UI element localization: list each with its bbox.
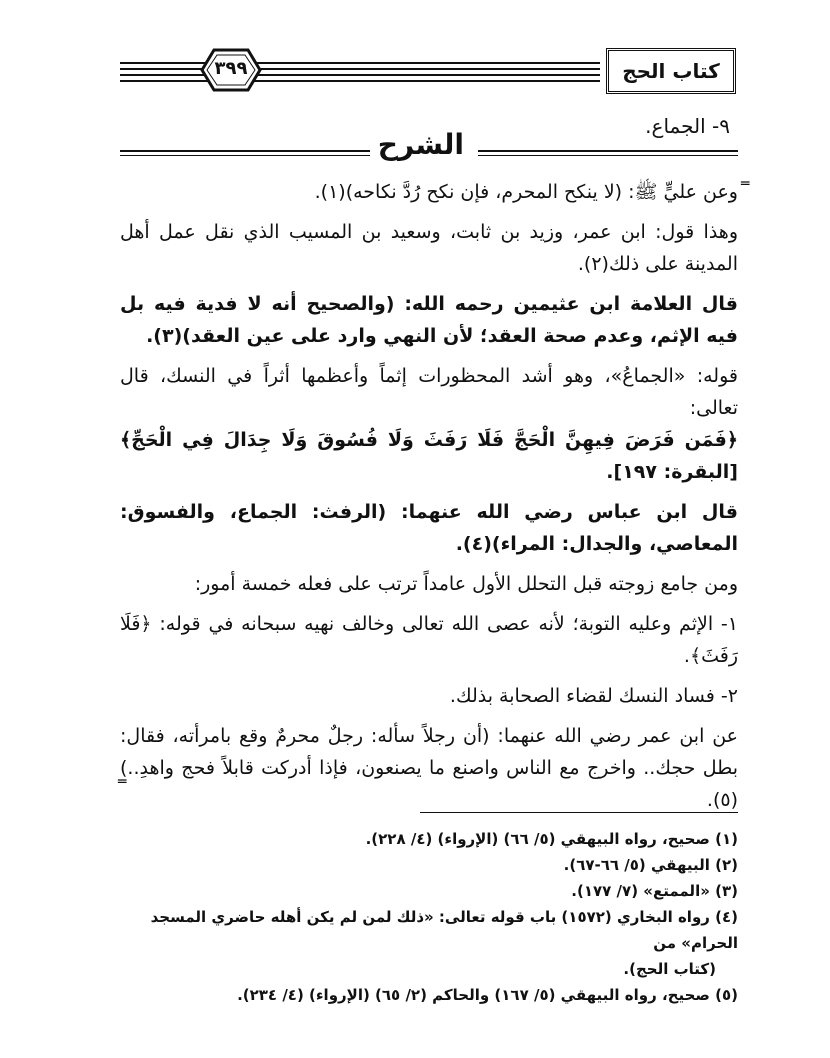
section-title: الشرح <box>377 128 464 161</box>
section-rule-left-top <box>120 150 370 152</box>
footnote-4: (٤) رواه البخاري (١٥٧٢) باب قوله تعالى: «ذلك لمن لم يكن أهله حاضري المسجد الحرام» من <box>150 908 738 952</box>
margin-marker-top: ═ <box>741 176 750 192</box>
book-title: كتاب الحج <box>622 59 720 83</box>
point-1-sin: ١- الإثم وعليه التوبة؛ لأنه عصى الله تعالى وخالف نهيه سبحانه في قوله: ﴿فَلَا رَفَثَ﴾. <box>120 613 738 667</box>
quran-verse: ﴿فَمَن فَرَضَ فِيهِنَّ الْحَجَّ فَلَا رَفَثَ وَلَا فُسُوقَ وَلَا جِدَالَ فِي الْحَجِّ﴾ [البقرة: ١٩٧]. <box>120 429 738 483</box>
section-rule-right-bottom <box>478 155 738 156</box>
paragraph-ali: وعن عليٍّ ﷺ: (لا ينكح المحرم، فإن نكح رُدَّ نكاحه)(١). <box>314 181 738 203</box>
section-rule-left-bottom <box>120 155 370 156</box>
paragraph-ibn-umar-opinion: وهذا قول: ابن عمر، وزيد بن ثابت، وسعيد بن المسيب الذي نقل عمل أهل المدينة على ذلك(٢). <box>120 221 738 275</box>
paragraph-ibn-umar-narration: عن ابن عمر رضي الله عنهما: (أن رجلاً سأله: رجلٌ محرمٌ وقع بامرأته، فقال: بطل حجك.. واخرج مع الناس واصنع ما يصنعون، فإذا أدركت قابلاً فحج واهدِ..)(٥). <box>120 725 738 811</box>
footnote-2: (٢) البيهقي (٥/ ٦٦-٦٧). <box>563 856 738 874</box>
page-number-badge <box>196 46 266 96</box>
header-rule-1 <box>120 62 600 64</box>
footnotes <box>120 826 738 1008</box>
paragraph-jimaa: قوله: «الجماعُ»، وهو أشد المحظورات إثماً وأعظمها أثراً في النسك، قال تعالى: <box>120 365 738 419</box>
margin-marker-bottom: ═ <box>118 774 127 790</box>
header-rule-2 <box>120 68 600 70</box>
header-rule-4 <box>120 80 600 82</box>
section-rule-right-top <box>478 150 738 152</box>
paragraph-five-matters: ومن جامع زوجته قبل التحلل الأول عامداً ترتب على فعله خمسة أمور: <box>194 573 738 595</box>
footnote-separator <box>420 812 738 813</box>
commentary-body <box>120 176 738 824</box>
header-rule-3 <box>120 74 600 76</box>
item-9: ٩- الجماع. <box>645 114 730 138</box>
page-number: ٣٩٩ <box>214 58 248 79</box>
footnote-1: (١) صحيح، رواه البيهقي (٥/ ٦٦) (الإرواء) (٤/ ٢٢٨). <box>365 830 738 848</box>
point-2-invalidity: ٢- فساد النسك لقضاء الصحابة بذلك. <box>449 685 738 707</box>
footnote-5: (٥) صحيح، رواه البيهقي (٥/ ١٦٧) والحاكم (٢/ ٦٥) (الإرواء) (٤/ ٢٣٤). <box>237 986 738 1004</box>
book-title-box <box>606 48 736 94</box>
paragraph-ibn-uthaymeen: قال العلامة ابن عثيمين رحمه الله: (والصحيح أنه لا فدية فيه بل فيه الإثم، وعدم صحة العقد؛ لأن النهي وارد على عين العقد)(٣). <box>120 293 738 347</box>
footnote-3: (٣) «الممتع» (٧/ ١٧٧). <box>571 882 738 900</box>
paragraph-ibn-abbas: قال ابن عباس رضي الله عنهما: (الرفث: الجماع، والفسوق: المعاصي، والجدال: المراء)(٤). <box>120 501 738 555</box>
footnote-4-continued: (كتاب الحج). <box>623 960 716 978</box>
